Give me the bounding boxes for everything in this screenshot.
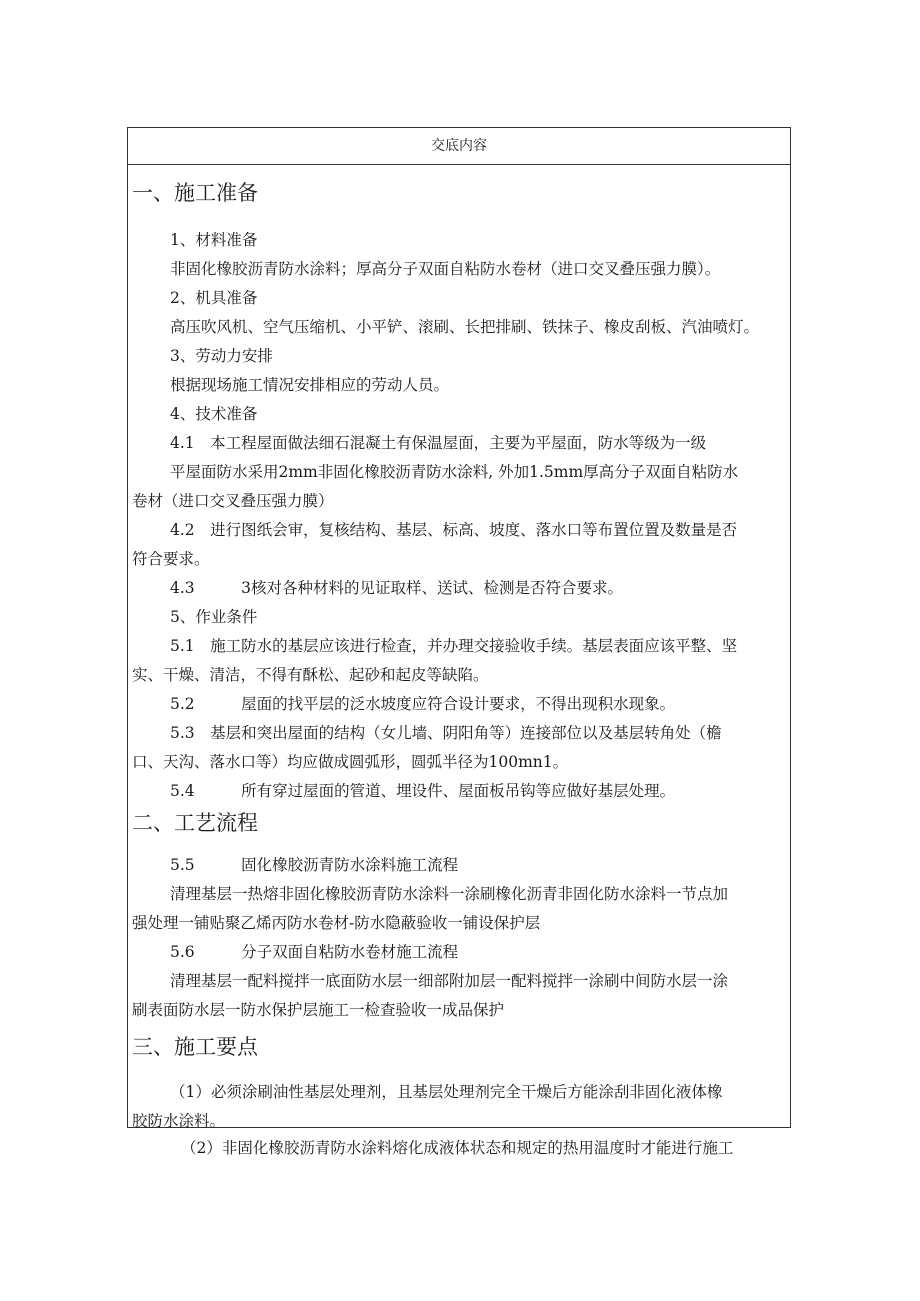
tool-prep-text: 高压吹风机、空气压缩机、小平铲、滚刷、长把排刷、铁抹子、橡皮刮板、汽油喷灯。: [170, 318, 760, 336]
key-point-2: （2）非固化橡胶沥青防水涂料熔化成液体状态和规定的热用温度时才能进行施工: [181, 1139, 734, 1157]
work-conditions-title: 5、作业条件: [170, 608, 258, 626]
material-prep-text: 非固化橡胶沥青防水涂料；厚高分子双面自粘防水卷材（进口交叉叠压强力膜）。: [170, 260, 721, 278]
key-point-1-line-2: 胶防水涂料。: [132, 1112, 226, 1130]
disclosure-table: [127, 127, 791, 1128]
para-5-6-line-1: 清理基层一配料搅拌一底面防水层一细部附加层一配料搅拌一涂刷中间防水层一涂: [170, 972, 729, 990]
para-4-2-line-2: 符合要求。: [132, 550, 210, 568]
labor-title: 3、劳动力安排: [170, 347, 273, 365]
para-4-1-line-1: 4.1 本工程屋面做法细石混凝土有保温屋面，主要为平屋面，防水等级为一级: [170, 434, 707, 452]
para-4-3: 4.3 3核对各种材料的见证取样、送试、检测是否符合要求。: [170, 579, 624, 597]
para-5-5-title: 5.5 固化橡胶沥青防水涂料施工流程: [170, 856, 459, 874]
labor-text: 根据现场施工情况安排相应的劳动人员。: [170, 376, 450, 394]
material-prep-title: 1、材料准备: [170, 231, 258, 249]
section-heading-process: 二、工艺流程: [132, 811, 258, 835]
section-heading-preparation: 一、施工准备: [132, 181, 258, 205]
para-5-1-line-2: 实、干燥、清洁，不得有酥松、起砂和起皮等缺陷。: [132, 666, 489, 684]
para-5-3-line-2: 口、天沟、落水口等）均应做成圆弧形，圆弧半径为100mn1。: [132, 753, 569, 771]
para-5-5-line-2: 强处理一铺贴聚乙烯丙防水卷材-防水隐蔽验收一铺设保护层: [132, 914, 541, 932]
section-heading-key-points: 三、施工要点: [132, 1035, 258, 1059]
para-5-6-line-2: 刷表面防水层一防水保护层施工一检查验收一成品保护: [132, 1001, 505, 1019]
table-header-title: 交底内容: [431, 138, 487, 154]
para-4-2-line-1: 4.2 进行图纸会审，复核结构、基层、标高、坡度、落水口等布置位置及数量是否: [170, 521, 738, 539]
para-5-6-title: 5.6 分子双面自粘防水卷材施工流程: [170, 943, 459, 961]
para-4-1-line-2: 平屋面防水采用2mm非固化橡胶沥青防水涂料, 外加1.5mm厚高分子双面自粘防水: [170, 463, 739, 481]
key-point-1-line-1: （1）必须涂刷油性基层处理剂，且基层处理剂完全干燥后方能涂刮非固化液体橡: [170, 1083, 723, 1101]
para-5-4: 5.4 所有穿过屋面的管道、埋设件、屋面板吊钩等应做好基层处理。: [170, 782, 676, 800]
para-5-1-line-1: 5.1 施工防水的基层应该进行检查，并办理交接验收手续。基层表面应该平整、坚: [170, 637, 738, 655]
table-header: [128, 128, 790, 165]
tool-prep-title: 2、机具准备: [170, 289, 258, 307]
tech-prep-title: 4、技术准备: [170, 405, 258, 423]
para-5-2: 5.2 屋面的找平层的泛水坡度应符合设计要求，不得出现积水现象。: [170, 695, 676, 713]
para-5-3-line-1: 5.3 基层和突出屋面的结构（女儿墙、阴阳角等）连接部位以及基层转角处（檐: [170, 724, 722, 742]
para-4-1-line-3: 卷材（进口交叉叠压强力膜）: [132, 492, 334, 510]
para-5-5-line-1: 清理基层一热熔非固化橡胶沥青防水涂料一涂刷橡化沥青非固化防水涂料一节点加: [170, 885, 729, 903]
